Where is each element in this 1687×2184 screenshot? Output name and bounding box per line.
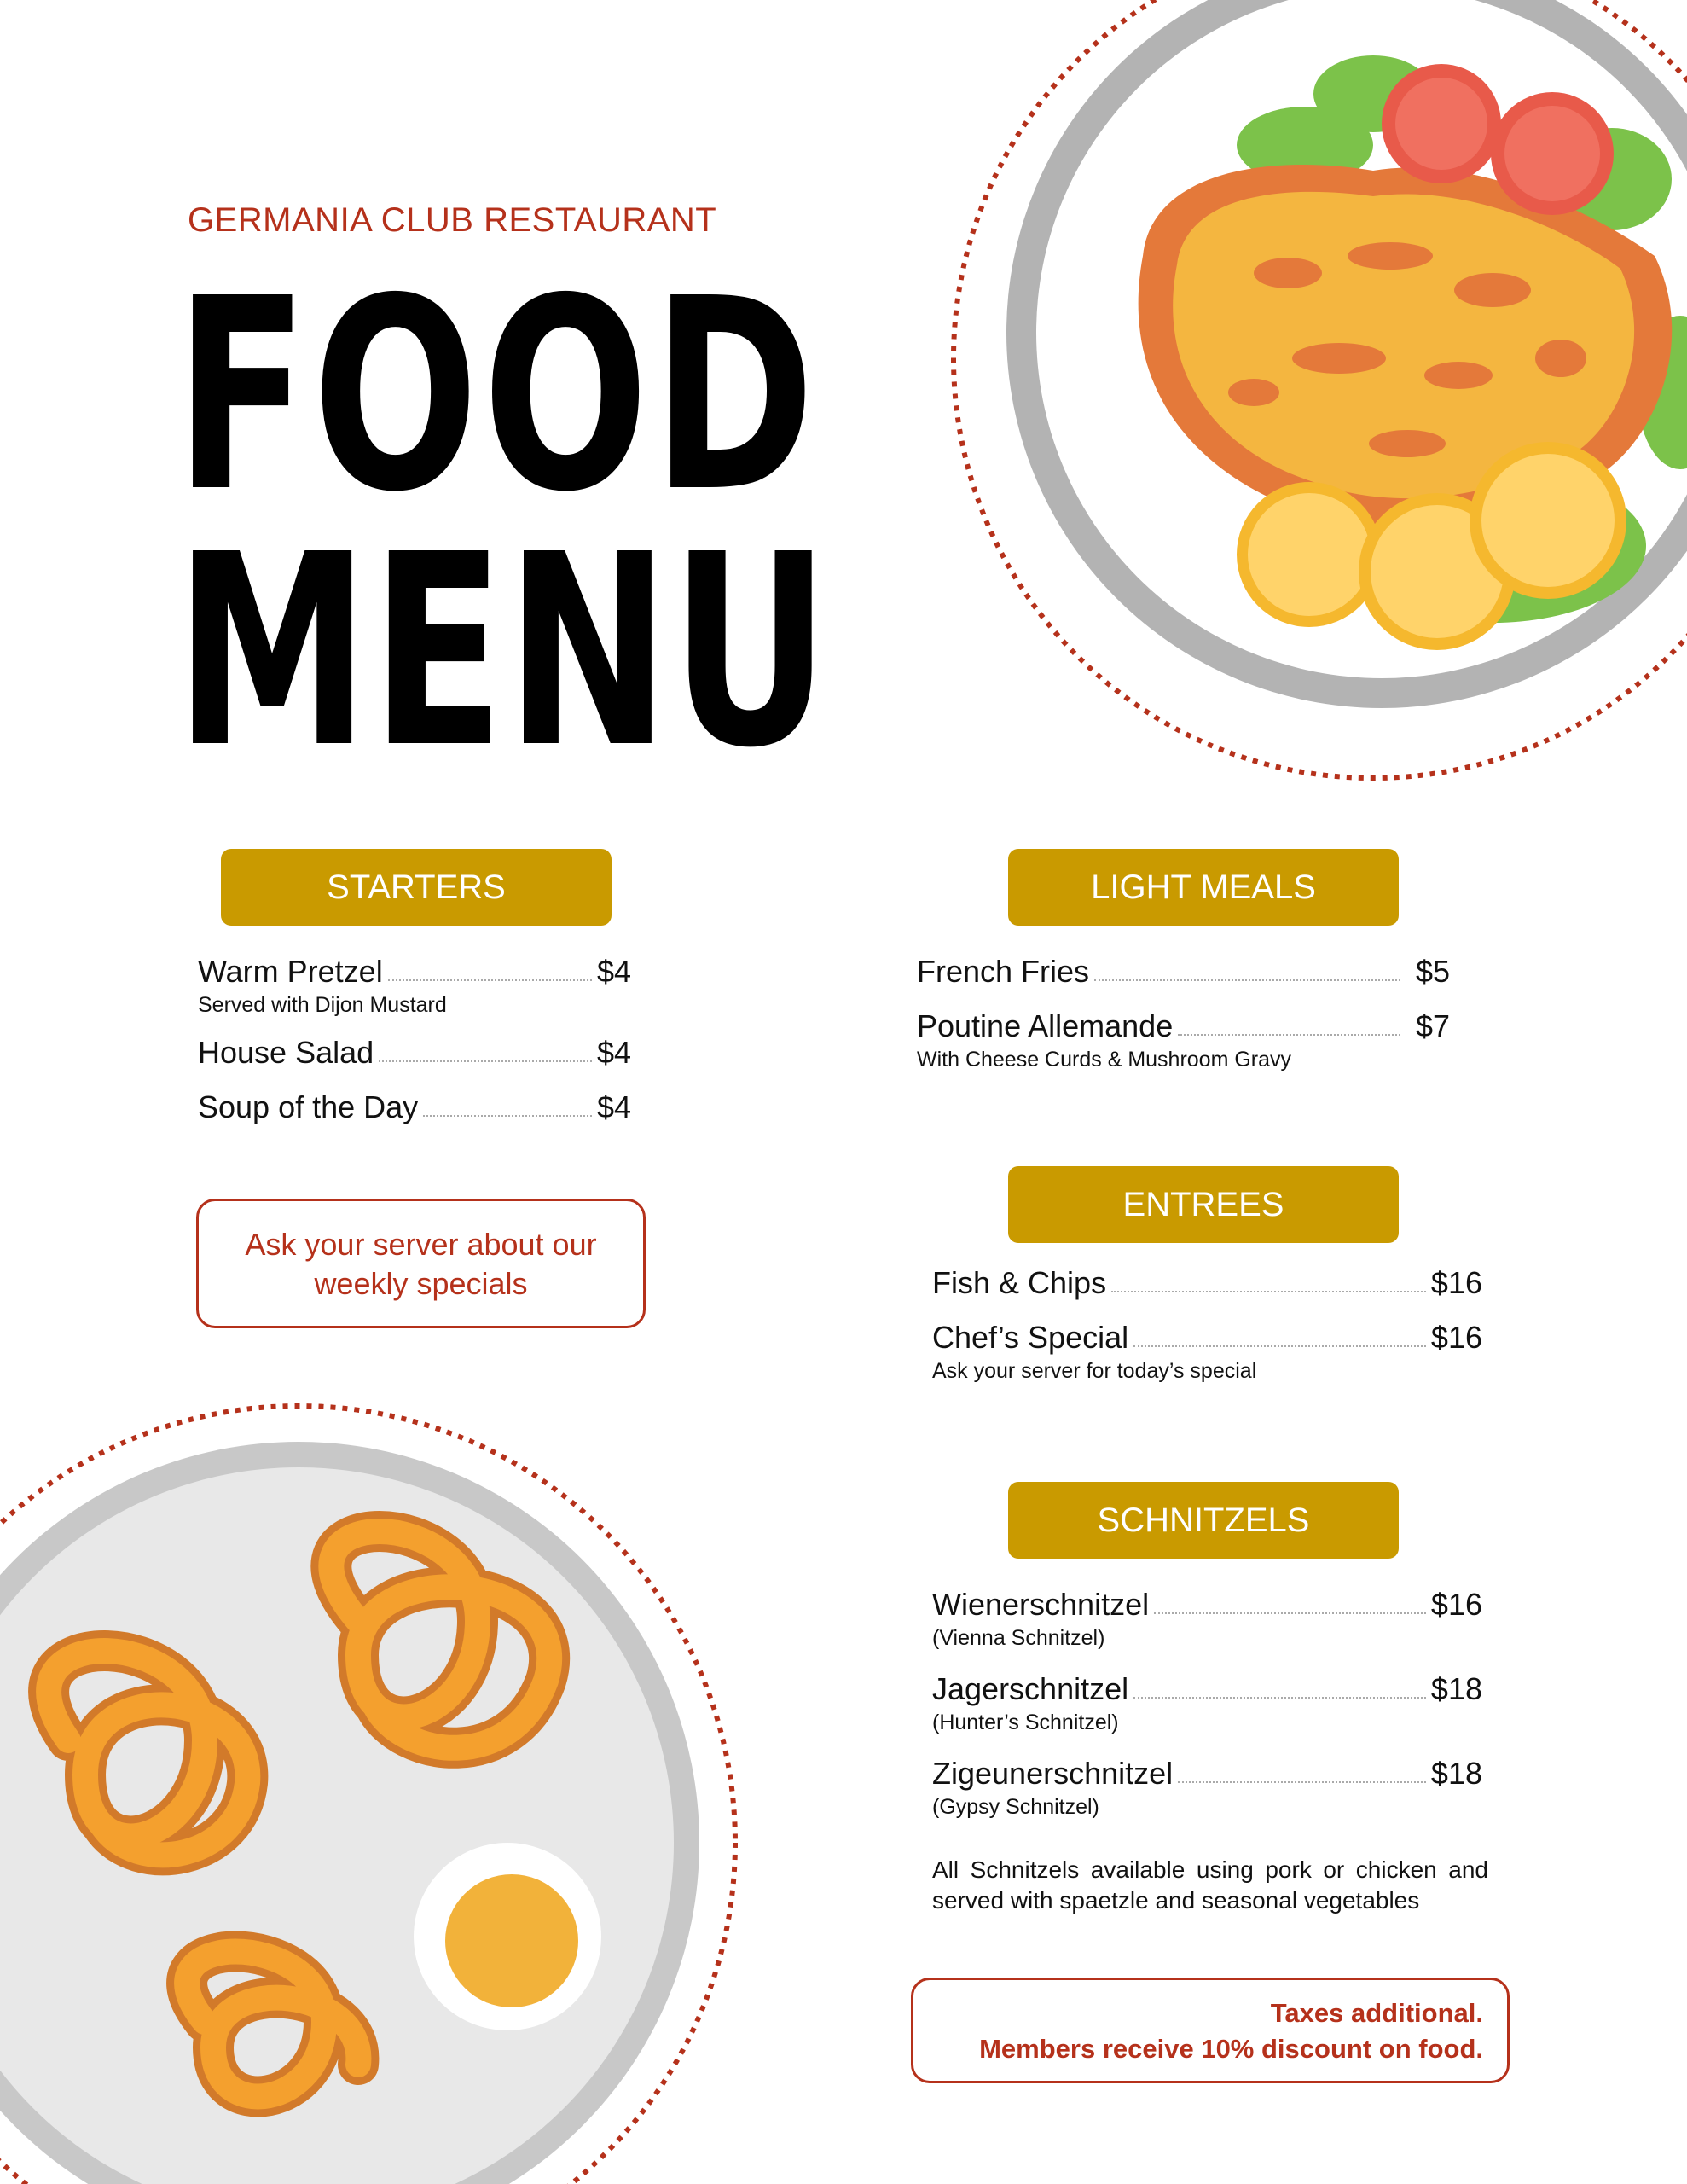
list-item xyxy=(198,954,631,1018)
leader-dots xyxy=(1154,1612,1426,1614)
item-description: (Vienna Schnitzel) xyxy=(932,1626,1105,1650)
starters-list xyxy=(198,954,631,1125)
item-name: Fish & Chips xyxy=(932,1265,1107,1300)
item-name: Poutine Allemande xyxy=(917,1008,1174,1043)
item-description: Served with Dijon Mustard xyxy=(198,993,447,1017)
item-description: (Gypsy Schnitzel) xyxy=(932,1795,1099,1819)
leader-dots xyxy=(1133,1345,1426,1347)
list-item xyxy=(198,1035,631,1071)
list-item xyxy=(917,954,1450,990)
item-name: Wienerschnitzel xyxy=(932,1587,1150,1622)
item-name: Zigeunerschnitzel xyxy=(932,1756,1174,1791)
item-price: $7 xyxy=(1415,1008,1450,1043)
item-name: French Fries xyxy=(917,954,1090,989)
schnitzels-heading: SCHNITZELS xyxy=(1008,1482,1399,1559)
item-price: $4 xyxy=(596,1035,631,1070)
item-description: (Hunter’s Schnitzel) xyxy=(932,1711,1119,1734)
list-item xyxy=(932,1320,1482,1384)
item-price: $5 xyxy=(1415,954,1450,989)
list-item xyxy=(932,1587,1482,1651)
leader-dots xyxy=(1111,1291,1426,1292)
menu-title-line2: MENU xyxy=(175,498,832,806)
item-name: Chef’s Special xyxy=(932,1320,1129,1355)
item-price: $16 xyxy=(1430,1320,1482,1355)
item-name: House Salad xyxy=(198,1035,374,1070)
pretzel-plate-illustration xyxy=(0,1399,751,2184)
callout-line1: Ask your server about our xyxy=(245,1227,597,1262)
light-meals-list xyxy=(917,954,1450,1072)
item-name: Warm Pretzel xyxy=(198,954,383,989)
menu-title-line1: FOOD xyxy=(175,242,819,550)
schnitzel-plate-illustration xyxy=(947,0,1687,793)
list-item xyxy=(917,1008,1450,1072)
leader-dots xyxy=(1133,1697,1426,1699)
footer-notice xyxy=(911,1978,1510,2083)
entrees-heading: ENTREES xyxy=(1008,1166,1399,1243)
leader-dots xyxy=(1094,979,1400,981)
callout-line2: weekly specials xyxy=(314,1266,528,1301)
leader-dots xyxy=(1178,1034,1400,1036)
list-item xyxy=(932,1756,1482,1820)
item-price: $4 xyxy=(596,954,631,989)
list-item xyxy=(198,1089,631,1125)
light-meals-heading: LIGHT MEALS xyxy=(1008,849,1399,926)
leader-dots xyxy=(423,1115,592,1117)
entrees-list xyxy=(932,1265,1482,1384)
taxes-note: Taxes additional. xyxy=(1270,1998,1483,2028)
item-price: $16 xyxy=(1430,1265,1482,1300)
schnitzels-list xyxy=(932,1587,1482,1820)
item-description: With Cheese Curds & Mushroom Gravy xyxy=(917,1048,1292,1072)
schnitzels-note: All Schnitzels available using pork or chicken and served with spaetzle and seasonal vegetables xyxy=(932,1856,1488,1914)
leader-dots xyxy=(1178,1781,1426,1783)
weekly-specials-callout xyxy=(196,1199,646,1328)
item-price: $4 xyxy=(596,1089,631,1124)
restaurant-name: GERMANIA CLUB RESTAURANT xyxy=(188,201,717,239)
starters-heading: STARTERS xyxy=(221,849,612,926)
list-item xyxy=(932,1265,1482,1301)
item-price: $16 xyxy=(1430,1587,1482,1622)
item-price: $18 xyxy=(1430,1671,1482,1706)
list-item xyxy=(932,1671,1482,1735)
member-discount-note: Members receive 10% discount on food. xyxy=(979,2034,1483,2064)
item-description: Ask your server for today’s special xyxy=(932,1359,1257,1383)
leader-dots xyxy=(388,979,592,981)
item-name: Soup of the Day xyxy=(198,1089,419,1124)
leader-dots xyxy=(379,1060,592,1062)
item-price: $18 xyxy=(1430,1756,1482,1791)
item-name: Jagerschnitzel xyxy=(932,1671,1129,1706)
